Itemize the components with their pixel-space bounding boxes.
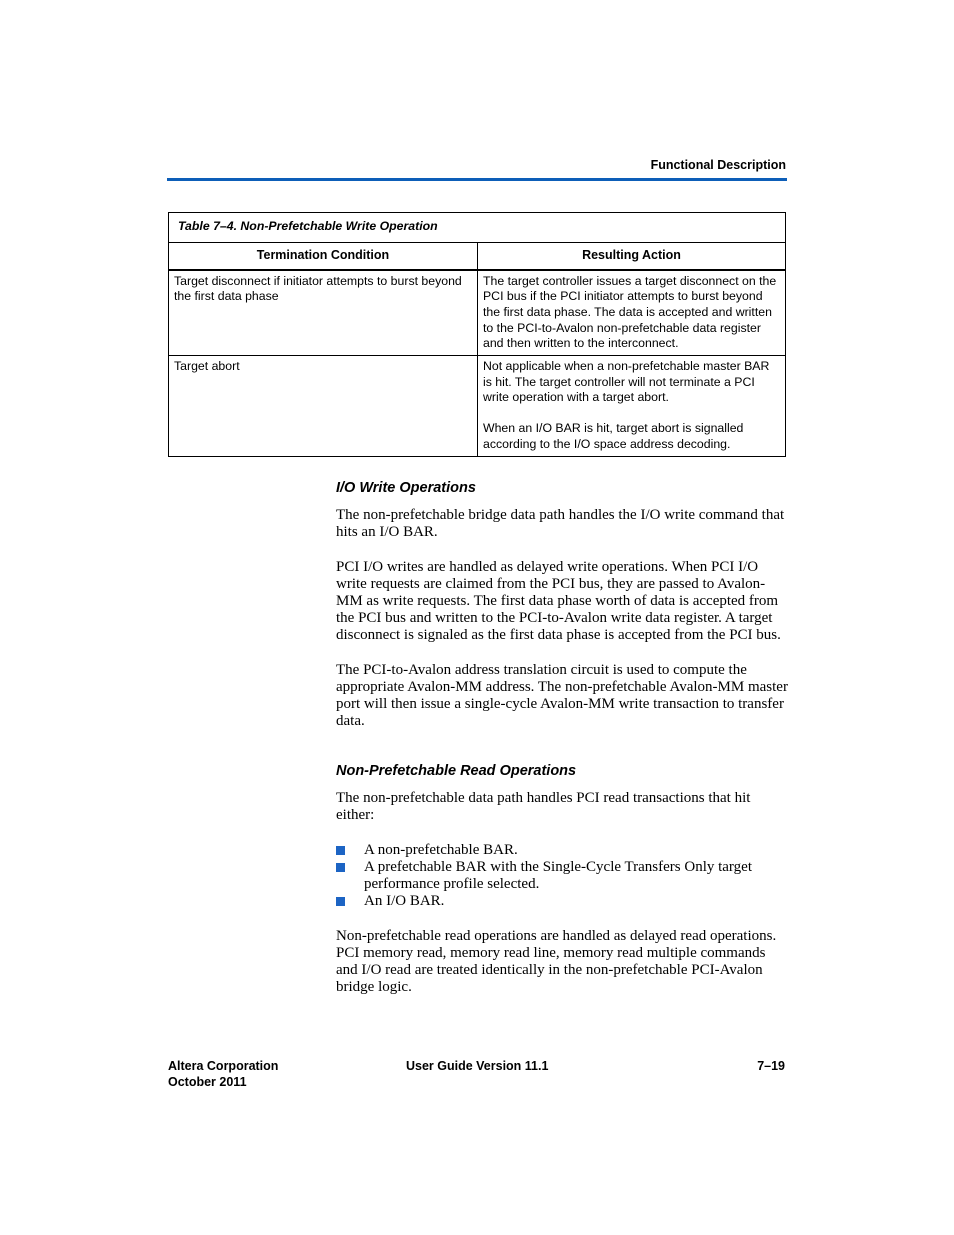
body-paragraph: The PCI-to-Avalon address translation circuit is used to compute the appropriate Avalon-MM address. The non-prefetchable Avalon-MM master port will then issue a single-cycle Avalon-MM write transaction to transfer data. xyxy=(336,662,788,729)
write-operation-table xyxy=(168,212,786,457)
column-header-resulting-action: Resulting Action xyxy=(477,243,785,270)
footer-guide-version: User Guide Version 11.1 xyxy=(406,1059,549,1073)
running-header-title: Functional Description xyxy=(650,158,786,172)
main-content xyxy=(336,478,788,996)
header-divider xyxy=(167,178,787,181)
resulting-action-text: When an I/O BAR is hit, target abort is signalled according to the I/O space address decoding. xyxy=(482,421,744,451)
section-heading-non-prefetchable-read: Non-Prefetchable Read Operations xyxy=(336,763,577,779)
table-row xyxy=(169,270,786,356)
resulting-action-cell xyxy=(477,356,785,457)
body-paragraph: PCI I/O writes are handled as delayed write operations. When PCI I/O write requests are claimed from the PCI bus, they are passed to Avalon-MM as write requests. The first data phase worth of data is accepted from the PCI bus and written to the PCI-to-Avalon write data register. A target disconnect is signaled as the first data phase is accepted from the PCI bus. xyxy=(336,559,781,643)
section-heading-io-write: I/O Write Operations xyxy=(336,480,476,496)
table-caption: Table 7–4. Non-Prefetchable Write Operation xyxy=(169,213,786,243)
footer-company: Altera Corporation xyxy=(168,1059,279,1073)
bullet-list xyxy=(336,842,788,910)
footer-date: October 2011 xyxy=(168,1074,247,1089)
termination-condition-cell: Target disconnect if initiator attempts to burst beyond the first data phase xyxy=(169,270,478,356)
resulting-action-text: The target controller issues a target disconnect on the PCI bus if the PCI initiator attempts to burst beyond the first data phase. The data is accepted and written to the PCI-to-Avalon non-prefetchable data register and then written to the interconnect. xyxy=(482,273,777,351)
termination-condition-cell: Target abort xyxy=(169,356,478,457)
column-header-termination-condition: Termination Condition xyxy=(169,243,478,270)
resulting-action-text: Not applicable when a non-prefetchable master BAR is hit. The target controller will not terminate a PCI write operation with a target abort. xyxy=(482,359,770,405)
list-item: An I/O BAR. xyxy=(336,893,788,910)
table-row xyxy=(169,356,786,457)
square-bullet-icon xyxy=(336,863,345,872)
body-paragraph: The non-prefetchable data path handles PCI read transactions that hit either: xyxy=(336,790,751,823)
square-bullet-icon xyxy=(336,846,345,855)
resulting-action-cell xyxy=(477,270,785,356)
square-bullet-icon xyxy=(336,897,345,906)
list-item: A non-prefetchable BAR. xyxy=(336,842,788,859)
body-paragraph: Non-prefetchable read operations are handled as delayed read operations. PCI memory read, memory read line, memory read multiple commands and I/O read are treated identically in the non-prefetchable PCI-Avalon bridge logic. xyxy=(336,928,777,995)
body-paragraph: The non-prefetchable bridge data path handles the I/O write command that hits an I/O BAR. xyxy=(336,507,785,540)
footer-left xyxy=(168,1059,278,1090)
page-number: 7–19 xyxy=(757,1059,785,1073)
list-item: A prefetchable BAR with the Single-Cycle Transfers Only target performance profile selected. xyxy=(336,859,788,893)
